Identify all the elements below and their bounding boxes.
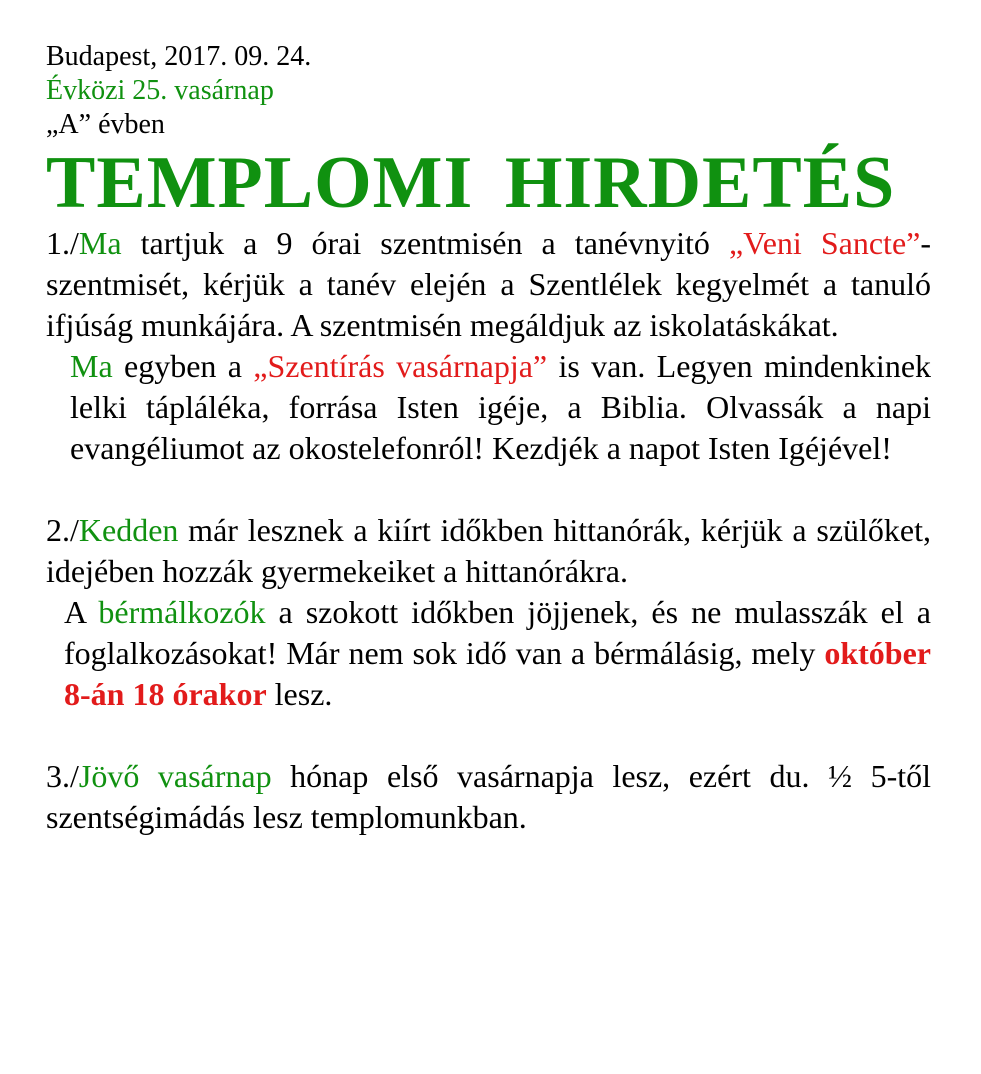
page-title: TEMPLOMI HIRDETÉS: [46, 142, 896, 224]
item-1-lead: Ma: [78, 225, 122, 261]
date-line: Budapest, 2017. 09. 24.: [46, 41, 312, 72]
item-2-paragraph-1: [46, 510, 931, 592]
item-2-p2-green: bérmálkozók: [98, 594, 266, 630]
item-1-text-a: tartjuk a 9 órai szentmisén a tanévnyitó: [121, 225, 729, 261]
item-1-paragraph-2: [46, 346, 931, 469]
item-1-number: 1./: [46, 225, 79, 261]
item-1-p2-text-b: is van. Legyen mindenkinek lelki tápláléka, forrása Isten igéje, a Biblia. Olvassák a napi evangéliumot az okostelefonról! Kezdjék a napot Isten Igéjével!: [70, 348, 932, 466]
item-1-p2-lead: Ma: [70, 348, 113, 384]
item-1-p2-red-phrase: „Szentírás vasárnapja”: [253, 348, 548, 384]
spacer: [46, 469, 931, 510]
item-2-p2-date: október 8-án 18 órakor: [64, 635, 931, 712]
item-2-p2-text-a: a szokott időkben jöjjenek, és ne mulasszák el a foglalkozásokat! Már nem sok idő van a bérmálásig, mely: [64, 594, 932, 671]
sunday-line: Évközi 25. vasárnap: [46, 75, 274, 106]
item-1-paragraph-1: [46, 223, 931, 346]
item-3-paragraph: [46, 756, 931, 838]
liturgical-year-line: „A” évben: [46, 109, 165, 140]
spacer: [46, 715, 931, 756]
item-2-paragraph-2: [46, 592, 931, 715]
item-2-p2-start: A: [64, 594, 99, 630]
item-2-p2-text-b: lesz.: [266, 676, 333, 712]
item-2-text-a: már lesznek a kiírt időkben hittanórák, kérjük a szülőket, idejében hozzák gyermekeiket a hittanórákra.: [46, 512, 931, 589]
item-3-number: 3./: [46, 758, 79, 794]
item-1-text-b: -szentmisét, kérjük a tanév elején a Szentlélek kegyelmét a tanuló ifjúság munkájára. A szentmisén megáldjuk az iskolatáskákat.: [46, 225, 932, 343]
item-1-red-phrase: „Veni Sancte”: [728, 225, 921, 261]
item-1-p2-text-a: egyben a: [112, 348, 254, 384]
announcement-page: [46, 40, 931, 838]
item-3-lead: Jövő vasárnap: [78, 758, 272, 794]
item-2-lead: Kedden: [78, 512, 179, 548]
item-3-text-a: hónap első vasárnapja lesz, ezért du. ½ 5-től szentségimádás lesz templomunkban.: [46, 758, 932, 835]
item-2-number: 2./: [46, 512, 79, 548]
